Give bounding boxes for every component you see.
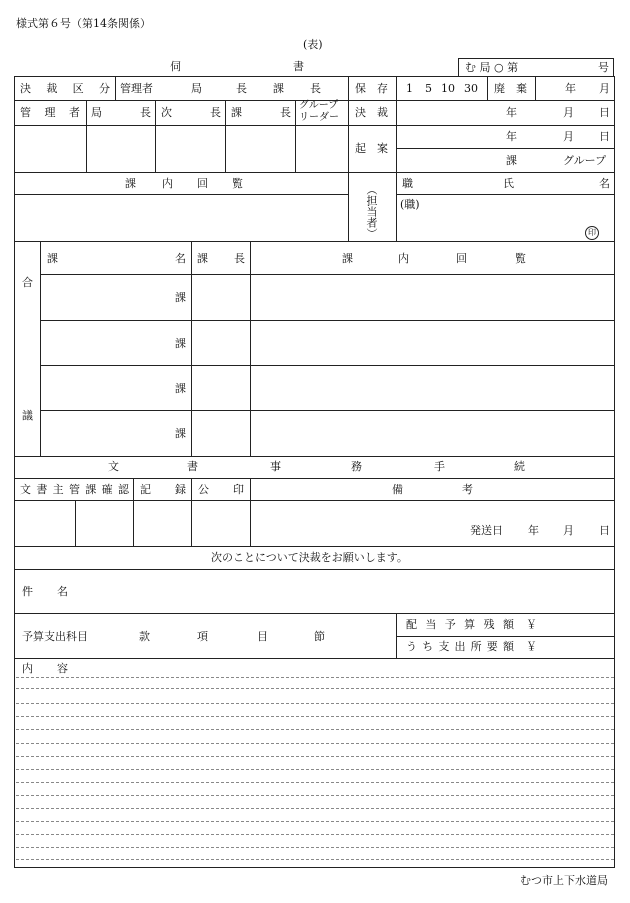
hassoubi-year: 年 [528,524,539,537]
kessai-label: 決 裁 [355,106,388,119]
line [115,77,116,100]
hassoubi-month: 月 [563,524,574,537]
line [15,546,614,547]
line [15,241,614,242]
kacho-1: 課 [273,82,284,95]
tetsuzuki-6: 続 [514,460,525,473]
content-line [16,729,614,730]
gougi-row-2: 課 [175,337,186,350]
gougi-kacho-1: 課 [197,252,208,265]
line [348,77,349,241]
line [15,613,614,614]
kanai-1: 課 [125,177,136,190]
shoku-paren: (職) [400,198,420,211]
group-leader-2: リーダー [299,112,339,123]
line [15,125,614,126]
kyokucho-2: 長 [236,82,247,95]
tantousha-label: （担当者） [365,184,378,239]
kessai-month: 月 [563,106,574,119]
line [86,101,87,172]
line [225,101,226,172]
content-line [16,808,614,809]
budget-kan: 款 [139,630,150,643]
title-char-1: 伺 [170,60,181,73]
number-suffix: 号 [598,61,609,74]
kessai-day: 日 [599,106,610,119]
content-line [16,688,614,689]
shoku-label: 職 [402,177,413,190]
line [15,658,614,659]
ji-cho: 次 長 [161,106,221,119]
shimei-label: 氏 [503,177,514,190]
gougi-row-1: 課 [175,291,186,304]
line [535,77,536,100]
line [41,365,614,366]
line [155,101,156,172]
line [15,172,614,173]
uchi-label: う ち 支 出 所 要 額 [406,640,514,653]
naiyou-1: 内 [22,662,33,675]
content-line [16,677,614,678]
line [15,456,614,457]
line [396,194,614,195]
mei-label: 名 [599,177,610,190]
budget-kou: 項 [197,630,208,643]
line [15,478,614,479]
kouin-label: 公 印 [198,483,244,496]
form-number: 様式第６号（第14条関係） [16,17,151,30]
content-line [16,847,614,848]
sub-label: (表) [303,38,323,51]
title-char-2: 書 [293,60,304,73]
kessai-year: 年 [506,106,517,119]
number-prefix: む 局 ○ 第 [465,61,519,74]
biko-1: 備 [392,483,403,496]
line [133,479,134,546]
line [250,479,251,546]
kanai-3: 回 [197,177,208,190]
kian-ka: 課 [506,154,517,167]
kian-month: 月 [563,130,574,143]
gougi-kairan-1: 課 [342,252,353,265]
line [295,101,296,172]
content-line [16,756,614,757]
hozon-5: 5 [425,82,432,95]
content-line [16,859,614,860]
kanai-4: 覧 [232,177,243,190]
seal-mark: 印 [585,226,599,240]
line [15,194,348,195]
gougi-row-3: 課 [175,382,186,395]
gougi-kairan-3: 回 [456,252,467,265]
haitou-yen: ￥ [526,618,537,631]
kanrisha-label: 管理者 [120,82,153,95]
naiyou-2: 容 [57,662,68,675]
content-line [16,782,614,783]
kian-label: 起 案 [355,142,388,155]
kenmei-1: 件 [22,585,33,598]
hozon-10: 10 [441,82,455,95]
ka-cho: 課 長 [231,106,291,119]
haiki-year: 年 [565,82,576,95]
line [396,148,614,149]
gougi-kairan-2: 内 [398,252,409,265]
kian-year: 年 [506,130,517,143]
tetsuzuki-4: 務 [351,460,362,473]
budget-setsu: 節 [314,630,325,643]
tetsuzuki-5: 手 [434,460,445,473]
line [487,77,488,100]
gougi-ka: 課 [47,252,58,265]
content-line [16,769,614,770]
request-text: 次のことについて決裁をお願いします。 [211,551,408,564]
content-line [16,703,614,704]
line [396,77,397,241]
gougi-kairan-4: 覧 [515,252,526,265]
tetsuzuki-2: 書 [187,460,198,473]
kiroku-label: 記 録 [140,483,186,496]
hassoubi-day: 日 [599,524,610,537]
gougi-kacho-2: 長 [234,252,245,265]
haiki-month: 月 [599,82,610,95]
kanai-2: 内 [162,177,173,190]
line [15,500,614,501]
gougi-label-b: 議 [22,409,33,422]
kanrisha-row: 管 理 者 [20,106,80,119]
gougi-label-a: 合 [22,276,33,289]
kyokucho-1: 局 [191,82,202,95]
budget-moku: 目 [257,630,268,643]
content-line [16,834,614,835]
kessai-kubun-label: 決 裁 区 分 [20,82,110,95]
uchi-yen: ￥ [526,640,537,653]
line [191,479,192,546]
hozon-30: 30 [464,82,478,95]
line [41,274,614,275]
biko-2: 考 [462,483,473,496]
line [75,501,76,546]
tetsuzuki-3: 事 [270,460,281,473]
kyoku-cho: 局 長 [91,106,151,119]
line [396,636,614,637]
group-leader-1: グループ [299,100,339,111]
hassoubi-label: 発送日 [470,524,503,537]
shukan-kakunin-label: 文 書 主 管 課 確 認 [20,483,129,496]
haiki-label: 廃 棄 [494,82,527,95]
hozon-label: 保 存 [355,82,388,95]
kenmei-2: 名 [57,585,68,598]
kian-day: 日 [599,130,610,143]
kian-group: グループ [563,154,607,167]
line [15,569,614,570]
line [41,410,614,411]
gougi-mei: 名 [175,252,186,265]
content-line [16,716,614,717]
content-line [16,795,614,796]
content-line [16,821,614,822]
kacho-2: 長 [310,82,321,95]
tetsuzuki-1: 文 [108,460,119,473]
budget-label: 予算支出科目 [22,630,88,643]
content-line [16,743,614,744]
gougi-row-4: 課 [175,427,186,440]
haitou-label: 配 当 予 算 残 額 [406,618,514,631]
line [41,320,614,321]
footer-org: むつ市上下水道局 [520,874,608,887]
hozon-1: 1 [406,82,413,95]
